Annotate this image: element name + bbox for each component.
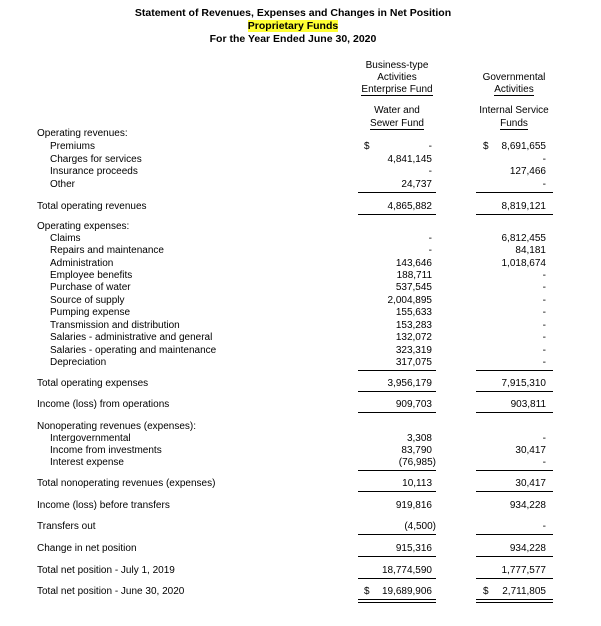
col-header-gov-1: Governmental — [482, 72, 546, 83]
underline — [358, 412, 436, 413]
business-value: 4,841,145 — [387, 154, 432, 165]
governmental-value: - — [542, 295, 546, 306]
governmental-value: 934,228 — [509, 500, 546, 511]
statement-subtitle — [93, 20, 493, 33]
underline — [358, 578, 436, 579]
row-label: Pumping expense — [50, 307, 131, 318]
business-value: 10,113 — [402, 478, 432, 489]
row-label: Operating revenues: — [37, 128, 128, 139]
underline — [358, 491, 436, 492]
governmental-value: 2,711,805 — [502, 586, 546, 597]
governmental-value: 903,811 — [510, 399, 546, 410]
row-label: Intergovernmental — [50, 433, 131, 444]
row-label: Transfers out — [37, 521, 96, 532]
col-header-isf-2: Funds — [500, 118, 528, 129]
col-header-water-1: Water and — [374, 105, 420, 116]
business-value: 919,816 — [395, 500, 432, 511]
governmental-value: - — [542, 357, 546, 368]
business-value: 188,711 — [396, 270, 432, 281]
underline — [358, 470, 436, 471]
col-header-gov-2-wrap — [474, 83, 554, 96]
governmental-value: 30,417 — [515, 478, 546, 489]
governmental-value: - — [542, 457, 546, 468]
row-label: Salaries - administrative and general — [50, 332, 213, 343]
underline — [476, 214, 553, 215]
underline — [476, 391, 553, 392]
statement-period: For the Year Ended June 30, 2020 — [209, 33, 377, 45]
governmental-value: 8,691,655 — [501, 141, 546, 152]
col-header-water-2: Sewer Fund — [370, 118, 424, 129]
col-header-isf-2-wrap — [474, 117, 554, 130]
underline — [476, 578, 553, 579]
dollar-sign: $ — [483, 586, 489, 597]
business-value: 537,545 — [395, 282, 432, 293]
governmental-value: - — [542, 282, 546, 293]
double-underline — [358, 599, 436, 603]
row-label: Income (loss) from operations — [37, 399, 170, 410]
business-value: 323,319 — [395, 345, 432, 356]
underline — [358, 534, 436, 535]
business-value: 132,072 — [395, 332, 432, 343]
row-label: Transmission and distribution — [50, 320, 180, 331]
governmental-value: 8,819,121 — [501, 201, 546, 212]
governmental-value: - — [542, 179, 546, 190]
row-label: Change in net position — [37, 543, 137, 554]
business-value: 915,316 — [395, 543, 432, 554]
underline — [476, 412, 553, 413]
underline — [358, 391, 436, 392]
governmental-value: 1,018,674 — [501, 258, 546, 269]
business-value: - — [428, 245, 432, 256]
row-label: Operating expenses: — [37, 221, 130, 232]
row-label: Charges for services — [50, 154, 142, 165]
row-label: Depreciation — [50, 357, 107, 368]
business-value: - — [428, 233, 432, 244]
governmental-value: 127,466 — [509, 166, 546, 177]
business-value: - — [428, 166, 432, 177]
underline — [476, 370, 553, 371]
governmental-value: 1,777,577 — [501, 565, 546, 576]
business-value: 83,790 — [401, 445, 432, 456]
row-label: Income (loss) before transfers — [37, 500, 170, 511]
governmental-value: - — [542, 521, 546, 532]
governmental-value: 934,228 — [509, 543, 546, 554]
underline — [476, 491, 553, 492]
row-label: Insurance proceeds — [50, 166, 138, 177]
dollar-sign: $ — [364, 141, 370, 152]
business-value: 317,075 — [395, 357, 432, 368]
row-label: Salaries - operating and maintenance — [50, 345, 217, 356]
underline — [476, 534, 553, 535]
underline — [358, 556, 436, 557]
row-label: Income from investments — [50, 445, 162, 456]
business-value: 4,865,882 — [387, 201, 432, 212]
governmental-value: - — [542, 345, 546, 356]
row-label: Total operating expenses — [37, 378, 149, 389]
governmental-value: 6,812,455 — [501, 233, 546, 244]
row-label: Repairs and maintenance — [50, 245, 164, 256]
governmental-value: 7,915,310 — [501, 378, 546, 389]
business-value: 3,956,179 — [387, 378, 432, 389]
col-header-business-3: Enterprise Fund — [361, 84, 433, 95]
business-value: 3,308 — [406, 433, 432, 444]
subtitle-highlight: Proprietary Funds — [247, 20, 339, 32]
row-label: Interest expense — [50, 457, 124, 468]
business-value: (76,985) — [398, 457, 436, 468]
underline — [358, 192, 436, 193]
col-header-water-2-wrap — [358, 117, 436, 130]
business-value: 155,633 — [395, 307, 432, 318]
row-label: Premiums — [50, 141, 96, 152]
governmental-value: 30,417 — [515, 445, 546, 456]
row-label: Source of supply — [50, 295, 125, 306]
business-value: 24,737 — [401, 179, 432, 190]
row-label: Other — [50, 179, 76, 190]
row-label: Nonoperating revenues (expenses): — [37, 421, 196, 432]
col-header-business-1: Business-type — [365, 60, 429, 71]
governmental-value: - — [542, 332, 546, 343]
business-value: 143,646 — [395, 258, 432, 269]
row-label: Employee benefits — [50, 270, 133, 281]
underline — [476, 556, 553, 557]
statement-title: Statement of Revenues, Expenses and Changes in Net Position — [134, 7, 452, 19]
col-header-business-2: Activities — [377, 72, 417, 83]
underline — [476, 470, 553, 471]
dollar-sign: $ — [364, 586, 370, 597]
governmental-value: 84,181 — [515, 245, 546, 256]
governmental-value: - — [542, 307, 546, 318]
row-label: Total net position - June 30, 2020 — [37, 586, 185, 597]
row-label: Purchase of water — [50, 282, 131, 293]
dollar-sign: $ — [483, 141, 489, 152]
business-value: 153,283 — [395, 320, 432, 331]
row-label: Total net position - July 1, 2019 — [37, 565, 175, 576]
business-value: 19,689,906 — [381, 586, 432, 597]
business-value: 909,703 — [395, 399, 432, 410]
col-header-isf-1: Internal Service — [479, 105, 549, 116]
governmental-value: - — [542, 154, 546, 165]
governmental-value: - — [542, 270, 546, 281]
underline — [358, 214, 436, 215]
row-label: Claims — [50, 233, 81, 244]
col-header-gov-2: Activities — [494, 84, 534, 95]
business-value: 18,774,590 — [381, 565, 432, 576]
row-label: Administration — [50, 258, 114, 269]
governmental-value: - — [542, 433, 546, 444]
business-value: 2,004,895 — [387, 295, 432, 306]
underline — [476, 192, 553, 193]
governmental-value: - — [542, 320, 546, 331]
row-label: Total nonoperating revenues (expenses) — [37, 478, 216, 489]
business-value: (4,500) — [404, 521, 436, 532]
double-underline — [476, 599, 553, 603]
row-label: Total operating revenues — [37, 201, 147, 212]
underline — [358, 370, 436, 371]
col-header-business-3-wrap — [358, 83, 436, 96]
business-value: - — [428, 141, 432, 152]
